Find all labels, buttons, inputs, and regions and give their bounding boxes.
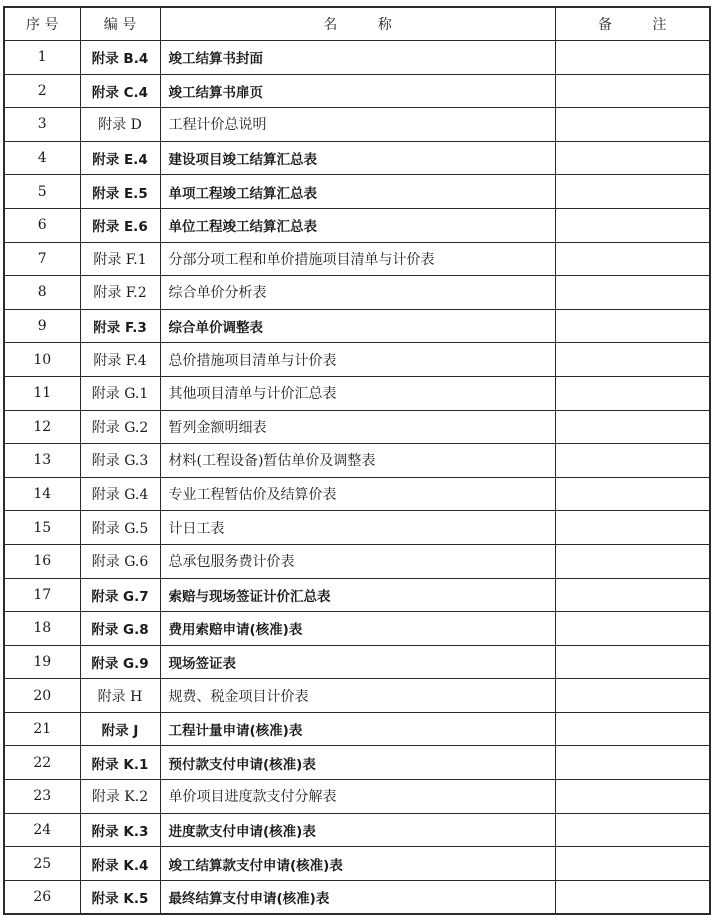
table-row xyxy=(4,175,710,209)
row-name: 单位工程竣工结算汇总表 xyxy=(160,208,555,242)
table-row xyxy=(4,276,710,310)
table-row xyxy=(4,410,710,444)
row-code: 附录 G.6 xyxy=(80,544,160,578)
appendix-table xyxy=(3,6,711,915)
row-serial-number: 4 xyxy=(4,141,80,175)
row-serial-number: 5 xyxy=(4,175,80,209)
row-serial-number: 3 xyxy=(4,108,80,142)
table-row xyxy=(4,376,710,410)
row-remark xyxy=(555,612,710,646)
row-serial-number: 1 xyxy=(4,41,80,75)
row-remark xyxy=(555,41,710,75)
row-remark xyxy=(555,645,710,679)
table-row xyxy=(4,544,710,578)
row-name: 工程计量申请(核准)表 xyxy=(160,712,555,746)
row-serial-number: 8 xyxy=(4,276,80,310)
row-remark xyxy=(555,74,710,108)
row-remark xyxy=(555,880,710,914)
row-name: 竣工结算书扉页 xyxy=(160,74,555,108)
row-name: 分部分项工程和单价措施项目清单与计价表 xyxy=(160,242,555,276)
row-remark xyxy=(555,511,710,545)
row-name: 综合单价分析表 xyxy=(160,276,555,310)
row-code: 附录 E.6 xyxy=(80,208,160,242)
row-serial-number: 24 xyxy=(4,813,80,847)
row-name: 索赔与现场签证计价汇总表 xyxy=(160,578,555,612)
row-remark xyxy=(555,276,710,310)
table-row xyxy=(4,108,710,142)
row-name: 最终结算支付申请(核准)表 xyxy=(160,880,555,914)
row-serial-number: 15 xyxy=(4,511,80,545)
row-code: 附录 H xyxy=(80,679,160,713)
row-name: 竣工结算款支付申请(核准)表 xyxy=(160,847,555,881)
row-name: 建设项目竣工结算汇总表 xyxy=(160,141,555,175)
row-remark xyxy=(555,780,710,814)
row-name: 暂列金额明细表 xyxy=(160,410,555,444)
row-code: 附录 K.3 xyxy=(80,813,160,847)
row-remark xyxy=(555,578,710,612)
row-serial-number: 7 xyxy=(4,242,80,276)
row-name: 总承包服务费计价表 xyxy=(160,544,555,578)
header-serial-number: 序 号 xyxy=(4,7,80,41)
row-name: 进度款支付申请(核准)表 xyxy=(160,813,555,847)
row-name: 预付款支付申请(核准)表 xyxy=(160,746,555,780)
row-name: 单价项目进度款支付分解表 xyxy=(160,780,555,814)
row-code: 附录 C.4 xyxy=(80,74,160,108)
row-serial-number: 2 xyxy=(4,74,80,108)
row-serial-number: 21 xyxy=(4,712,80,746)
row-code: 附录 G.1 xyxy=(80,376,160,410)
header-code: 编 号 xyxy=(80,7,160,41)
row-remark xyxy=(555,746,710,780)
row-serial-number: 11 xyxy=(4,376,80,410)
table-row xyxy=(4,578,710,612)
row-remark xyxy=(555,847,710,881)
row-serial-number: 18 xyxy=(4,612,80,646)
row-name: 规费、税金项目计价表 xyxy=(160,679,555,713)
table-row xyxy=(4,780,710,814)
table-row xyxy=(4,612,710,646)
row-code: 附录 F.2 xyxy=(80,276,160,310)
row-remark xyxy=(555,477,710,511)
row-remark xyxy=(555,444,710,478)
row-serial-number: 16 xyxy=(4,544,80,578)
table-row xyxy=(4,444,710,478)
table-row xyxy=(4,41,710,75)
row-serial-number: 9 xyxy=(4,309,80,343)
row-serial-number: 10 xyxy=(4,343,80,377)
table-row xyxy=(4,242,710,276)
row-name: 竣工结算书封面 xyxy=(160,41,555,75)
header-name: 名 称 xyxy=(160,7,555,41)
row-name: 总价措施项目清单与计价表 xyxy=(160,343,555,377)
table-row xyxy=(4,141,710,175)
row-name: 费用索赔申请(核准)表 xyxy=(160,612,555,646)
row-name: 现场签证表 xyxy=(160,645,555,679)
row-serial-number: 13 xyxy=(4,444,80,478)
row-remark xyxy=(555,141,710,175)
row-serial-number: 19 xyxy=(4,645,80,679)
table-row xyxy=(4,712,710,746)
row-name: 工程计价总说明 xyxy=(160,108,555,142)
row-serial-number: 17 xyxy=(4,578,80,612)
table-row xyxy=(4,746,710,780)
row-code: 附录 F.3 xyxy=(80,309,160,343)
row-name: 单项工程竣工结算汇总表 xyxy=(160,175,555,209)
row-serial-number: 22 xyxy=(4,746,80,780)
table-row xyxy=(4,74,710,108)
row-serial-number: 12 xyxy=(4,410,80,444)
row-name: 综合单价调整表 xyxy=(160,309,555,343)
row-code: 附录 G.4 xyxy=(80,477,160,511)
row-serial-number: 26 xyxy=(4,880,80,914)
row-remark xyxy=(555,544,710,578)
table-row xyxy=(4,880,710,914)
table-row xyxy=(4,309,710,343)
row-name: 其他项目清单与计价汇总表 xyxy=(160,376,555,410)
row-remark xyxy=(555,813,710,847)
row-remark xyxy=(555,309,710,343)
row-code: 附录 J xyxy=(80,712,160,746)
table-header-row xyxy=(4,7,710,41)
row-remark xyxy=(555,208,710,242)
row-remark xyxy=(555,242,710,276)
table-row xyxy=(4,511,710,545)
row-code: 附录 K.5 xyxy=(80,880,160,914)
row-remark xyxy=(555,108,710,142)
row-code: 附录 F.4 xyxy=(80,343,160,377)
header-remark: 备 注 xyxy=(555,7,710,41)
table-row xyxy=(4,208,710,242)
row-remark xyxy=(555,376,710,410)
row-serial-number: 14 xyxy=(4,477,80,511)
row-code: 附录 K.2 xyxy=(80,780,160,814)
row-remark xyxy=(555,343,710,377)
row-remark xyxy=(555,679,710,713)
row-name: 专业工程暂估价及结算价表 xyxy=(160,477,555,511)
row-code: 附录 E.4 xyxy=(80,141,160,175)
table-row xyxy=(4,343,710,377)
row-code: 附录 B.4 xyxy=(80,41,160,75)
row-code: 附录 G.5 xyxy=(80,511,160,545)
row-code: 附录 G.3 xyxy=(80,444,160,478)
row-code: 附录 G.8 xyxy=(80,612,160,646)
row-serial-number: 25 xyxy=(4,847,80,881)
row-code: 附录 G.2 xyxy=(80,410,160,444)
row-serial-number: 6 xyxy=(4,208,80,242)
row-code: 附录 F.1 xyxy=(80,242,160,276)
row-code: 附录 G.9 xyxy=(80,645,160,679)
row-name: 计日工表 xyxy=(160,511,555,545)
row-name: 材料(工程设备)暂估单价及调整表 xyxy=(160,444,555,478)
table-row xyxy=(4,477,710,511)
table-body xyxy=(4,41,710,915)
row-code: 附录 K.1 xyxy=(80,746,160,780)
row-serial-number: 20 xyxy=(4,679,80,713)
table-row xyxy=(4,813,710,847)
row-code: 附录 K.4 xyxy=(80,847,160,881)
table-row xyxy=(4,645,710,679)
row-code: 附录 G.7 xyxy=(80,578,160,612)
row-serial-number: 23 xyxy=(4,780,80,814)
table-row xyxy=(4,679,710,713)
row-remark xyxy=(555,712,710,746)
table-row xyxy=(4,847,710,881)
row-remark xyxy=(555,410,710,444)
row-code: 附录 D xyxy=(80,108,160,142)
row-code: 附录 E.5 xyxy=(80,175,160,209)
row-remark xyxy=(555,175,710,209)
